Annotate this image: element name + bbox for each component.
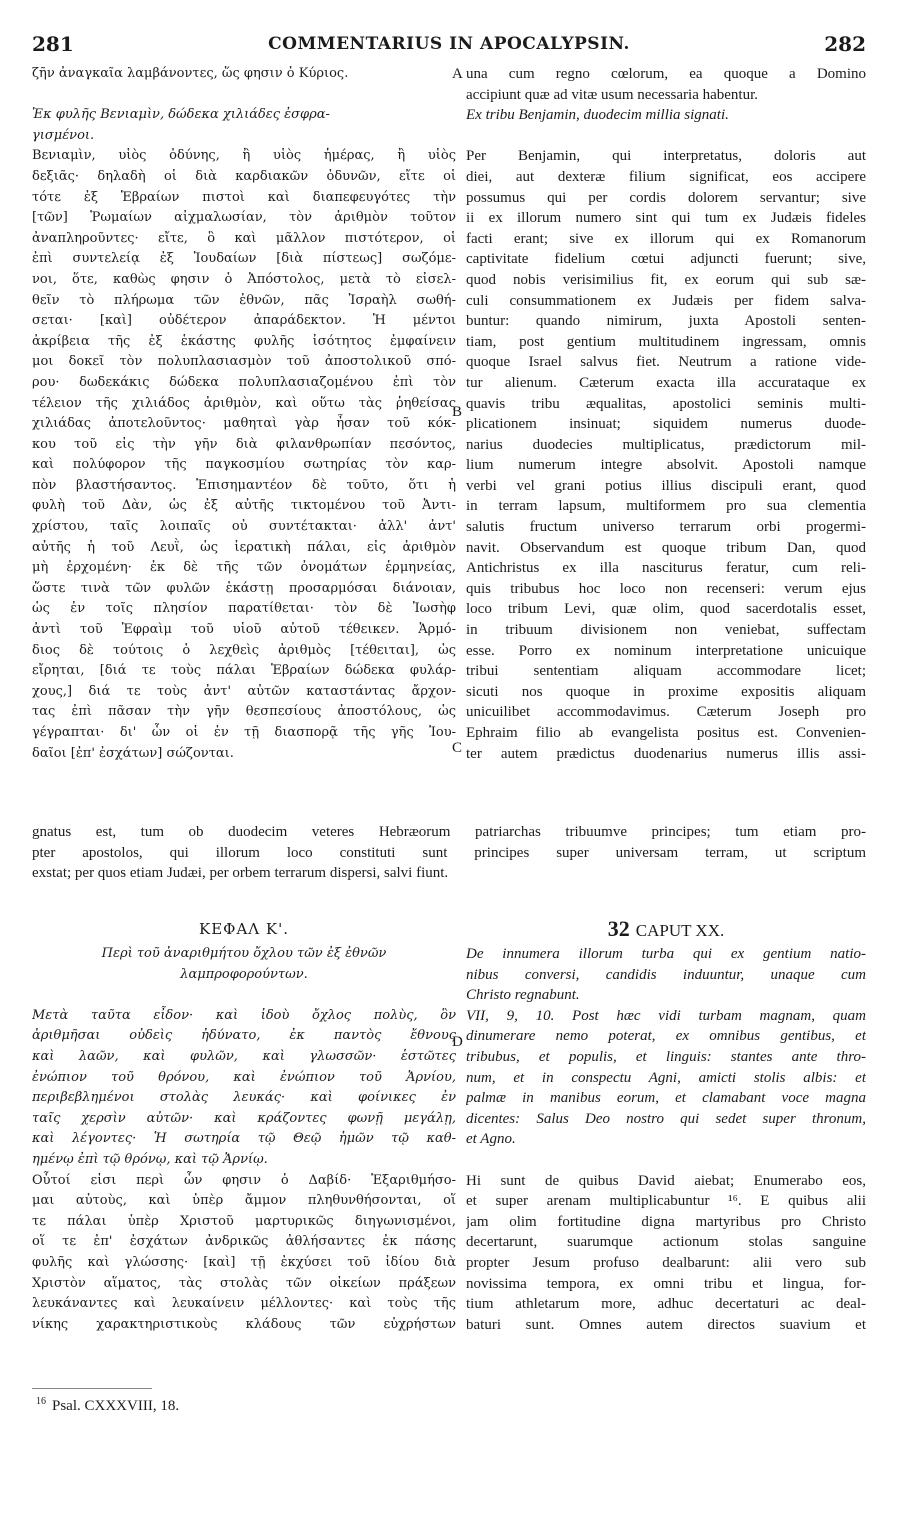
- text-line: ἀκρίβεια τῆς ἐξ ἑκάστης φυλῆς ἰσότητος ἐμφαίνειν: [32, 333, 456, 349]
- running-title: COMMENTARIUS IN APOCALYPSIN.: [268, 34, 630, 54]
- text-line: νίκης χαρακτηριστικοὺς κλάδους τῶν εὐχρήστων: [32, 1316, 456, 1332]
- text-line: esse. Porro ex nominum interpretatione unicuique: [466, 642, 866, 659]
- text-line: χρίστου, ταῖς λοιπαῖς οὐ συντέτακται· ἀλλ' ἀντ': [32, 519, 456, 535]
- text-line: κου τοῦ εἰς τὴν γῆν διὰ φιλανθρωπίαν πεσόντος,: [32, 436, 456, 452]
- footnote: [36, 1396, 179, 1415]
- latin-column-chapter: [466, 944, 866, 1384]
- text-line: tur alienum. Cæterum exacta illa accurataque ex: [466, 374, 866, 391]
- text-line: ἐπὶ συντελείᾳ ἐξ Ἰουδαίων [διὰ πίστεως] σωζόμε-: [32, 251, 456, 267]
- text-line: propter Jesum profuso dealbarunt: alii vero sub: [466, 1254, 866, 1271]
- text-line: facti erant; sive ex illorum qui ex Romanorum: [466, 230, 866, 247]
- text-line: καὶ λαῶν, καὶ φυλῶν, καὶ γλωσσῶν· ἑστῶτες: [32, 1048, 456, 1064]
- text-line: culi consummationem ex Judæis per fidem salva-: [466, 292, 866, 309]
- text-line: τότε ἐξ Ἑβραίων πιστοὶ καὶ διαπεφευγότες τὴν: [32, 189, 456, 205]
- text-line: Antichristus ex illa nasciturus feratur, cum reli-: [466, 560, 866, 577]
- margin-marker-b: B: [452, 404, 463, 420]
- text-line: tiam, post gentium multitudinem ingressam, omnis: [466, 333, 866, 350]
- text-line: salutis fructum universo terrarum orbi progermi-: [466, 519, 866, 536]
- text-line: [τῶν] Ῥωμαίων αἰχμαλωσίαν, τὸν ἀριθμὸν τοῦτον: [32, 210, 456, 226]
- text-line: Hi sunt de quibus David aiebat; Enumerabo eos,: [466, 1172, 866, 1189]
- margin-marker-a: A: [452, 66, 463, 82]
- text-line: διος δὲ τούτοις ὁ λεχθεὶς ἀριθμὸς [τέθειται], ὡς: [32, 642, 456, 658]
- text-line: possumus qui per cordis dolorem servantur; sive: [466, 189, 866, 206]
- text-line: quoque Israel salvus fiet. Neutrum a ratione vide-: [466, 354, 866, 371]
- text-line: diei, aut dexteræ filium significat, eos accipere: [466, 168, 866, 185]
- text-line: ζῆν ἀναγκαῖα λαμβάνοντες, ὥς φησιν ὁ Κύριος.: [32, 66, 349, 81]
- text-line: pter apostolos, qui illorum loco constituti sunt principes super universam terram, ut scriptum: [32, 844, 866, 861]
- text-line: sicuti nos quoque in proxime expositis aliquam: [466, 683, 866, 700]
- text-line: Οὗτοί εἰσι περὶ ὧν φησιν ὁ Δαβίδ· Ἐξαριθμήσο-: [32, 1172, 456, 1188]
- text-line: λαμπροφορούντων.: [180, 966, 308, 982]
- text-line: δαῖοι [ἐπ' ἐσχάτων] σώζονται.: [32, 745, 234, 761]
- text-line: ter autem prædictus duodenarius numerus illis assi-: [466, 745, 866, 762]
- text-line: in terram lapsum, multiformem pro sua clementia: [466, 498, 866, 515]
- text-line: σεται· [καὶ] οὐδέτερον ἀπαράδεκτον. Ἡ μέντοι: [32, 313, 456, 329]
- text-line: palmæ in manibus eorum, et clamabant voce magna: [466, 1090, 866, 1107]
- text-line: navit. Observandum est quoque tribum Dan, quod: [466, 539, 866, 556]
- text-line: num, et in conspectu Agni, amicti stolis albis: et: [466, 1069, 866, 1086]
- text-line: Per Benjamin, qui interpretatus, doloris aut: [466, 148, 866, 165]
- text-line: baturi sunt. Omnes autem directos suavium et: [466, 1316, 866, 1333]
- text-line: plicationem insinuat; siquidem numerus duode-: [466, 416, 866, 433]
- text-line: [466, 126, 866, 147]
- text-line: δεξιᾶς· δηλαδὴ οἱ διὰ καρδιακῶν ὀδυνῶν, εἴτε οἱ: [32, 168, 456, 184]
- footnote-number: 16: [36, 1396, 46, 1407]
- text-line: dinumerare nemo poterat, ex omnibus gentibus, et: [466, 1028, 866, 1045]
- text-line: nibus conversi, candidis induuntur, unaque cum: [466, 966, 866, 983]
- text-line: μὴ ἐρχομένη· ἐκ δὲ τῆς τῶν ὀνομάτων ἑρμηνείας,: [32, 560, 456, 576]
- text-line: Βενιαμὶν, υἱὸς ὀδύνης, ἢ υἱὸς ἡμέρας, ἢ υἱὸς: [32, 148, 456, 164]
- text-line: jam olim fortitudine digna martyribus pro Christo: [466, 1213, 866, 1230]
- latin-chapter-title: CAPUT XX.: [635, 921, 725, 940]
- text-line: αὐτῆς ἡ τοῦ Λευῒ, ὡς ἱερατικὴ πάλαι, εἰς ἀριθμὸν: [32, 539, 456, 555]
- text-line: γέγραπται· δι' ὧν οἱ ἐν τῇ διασπορᾷ τῆς γῆς Ἰου-: [32, 725, 456, 740]
- text-line: loco tribum Levi, quæ olim, quod sacerdotalis esset,: [466, 601, 866, 618]
- text-line: μαι αὐτοὺς, καὶ ὑπὲρ ἄμμον πληθυνθήσονται, οἵ: [32, 1193, 456, 1209]
- text-line: Μετὰ ταῦτα εἶδον· καὶ ἰδοὺ ὄχλος πολὺς, ὃν: [32, 1007, 456, 1023]
- text-line: ρου· δωδεκάκις δώδεκα πολυπλασιαζομένου ἐπὶ τὸν: [32, 374, 456, 390]
- text-line: ἐνώπιον τοῦ θρόνου, καὶ ἐνώπιον τοῦ Ἀρνίου,: [32, 1069, 456, 1085]
- text-line: gnatus est, tum ob duodecim veteres Hebræorum patriarchas tribuumve principes; tum etiam pro-: [32, 824, 866, 840]
- page-number-left: 281: [32, 32, 74, 56]
- text-line: περιβεβλημένοι στολὰς λευκάς· καὶ φοίνικες ἐν: [32, 1090, 456, 1106]
- text-line: exstat; per quos etiam Judæi, per orbem terrarum dispersi, salvi fiunt.: [32, 865, 449, 882]
- text-line: unicuilibet accommodavimus. Cæterum Joseph pro: [466, 704, 866, 721]
- margin-marker-d: D: [452, 1034, 463, 1050]
- text-line: τέλειον τῆς χιλιάδος ἀριθμὸν, καὶ οὕτω τὰς ῥηθείσας: [32, 395, 456, 411]
- latin-chapter-heading: [466, 916, 866, 942]
- footnote-text: Psal. CXXXVIII, 18.: [52, 1398, 180, 1414]
- text-line: [32, 85, 456, 106]
- text-line: Ἐκ φυλῆς Βενιαμὶν, δώδεκα χιλιάδες ἐσφρα-: [32, 107, 330, 123]
- text-line: γισμένοι.: [32, 127, 95, 143]
- text-line: πὸν βλαστήσαντος. Ἐπισημαντέον δὲ τοῦτο, ὅτι ἡ: [32, 477, 456, 493]
- text-line: ἀριθμῆσαι οὐδεὶς ἠδύνατο, ἐκ παντὸς ἔθνους: [32, 1028, 456, 1044]
- text-line: buntur: quando nimirum, juxta Apostoli senten-: [466, 313, 866, 330]
- text-line: Ephraim filio ab evangelista positus est. Convenien-: [466, 725, 866, 741]
- greek-column-chapter: [32, 944, 456, 1384]
- text-line: λευκάναντες καὶ λευκαίνειν μέλλοντες· καὶ τοὺς τῆς: [32, 1296, 456, 1312]
- text-line: ὡς ἐν τοῖς πλησίον παρατίθεται· τὸν δὲ Ἰωσὴφ: [32, 601, 456, 617]
- text-line: tribubus, et populis, et linguis: stantes ante thro-: [466, 1048, 866, 1065]
- text-line: μοι δοκεῖ τὸν πολυπλασιασμὸν τοῦ ἀποστολικοῦ σπό-: [32, 354, 456, 370]
- text-line: καὶ λέγοντες· Ἡ σωτηρία τῷ Θεῷ ἡμῶν τῷ καθ-: [32, 1131, 456, 1147]
- text-line: verbi vel grani potius illius discipuli erant, quod: [466, 477, 866, 494]
- latin-chapter-number: 32: [607, 916, 630, 941]
- text-line: χους,] διά τε τοὺς ἀντ' αὐτῶν καταστάντας ἄρχον-: [32, 683, 456, 699]
- text-line: ὥστε τινὰ τῶν φυλῶν ἑκάστῃ προσαρμόσαι διάνοιαν,: [32, 580, 456, 596]
- text-line: dicentes: Salus Deo nostro qui sedet super thronum,: [466, 1110, 866, 1127]
- text-line: ταῖς χερσὶν αὐτῶν· καὶ κράζοντες φωνῇ μεγάλῃ,: [32, 1110, 456, 1126]
- text-line: lium numerum integre absolvit. Apostoli namque: [466, 457, 866, 474]
- latin-column-top: [466, 64, 866, 794]
- text-line: in tribuum divisionem non veniebat, suffectam: [466, 622, 866, 639]
- text-line: τας ἐπὶ πᾶσαν τὴν γῆν θεσπεσίους ἀποστόλους, ὡς: [32, 704, 456, 720]
- running-header: [32, 32, 866, 62]
- text-line: tium athletarum more, adhuc decertaturi ac deal-: [466, 1296, 866, 1313]
- text-line: et super arenam multiplicabuntur ¹⁶. E quibus alii: [466, 1193, 866, 1210]
- text-line: novissima tempora, ex omni tribu et lingua, for-: [466, 1275, 866, 1292]
- text-line: τε πάλαι ὑπὲρ Χριστοῦ μαρτυρικῶς διηγωνισμένοι,: [32, 1213, 456, 1229]
- text-line: νοι, ὅτε, καθὼς φησιν ὁ Ἀπόστολος, μετὰ τὸ εἰσελ-: [32, 271, 456, 287]
- text-line: ἀντὶ τοῦ Ἐφραὶμ τοῦ υἱοῦ αὐτοῦ τέθεικεν. Ἁρμό-: [32, 622, 456, 638]
- text-line: φυλῆς καὶ γλώσσης· [καὶ] τῇ ἐκχύσει τοῦ ἰδίου διὰ: [32, 1254, 456, 1270]
- text-line: una cum regno cœlorum, ea quoque a Domino: [466, 66, 866, 82]
- text-line: θεῖν τὸ πλήρωμα τῶν ἐθνῶν, πᾶς Ἰσραὴλ σωθή-: [32, 292, 456, 308]
- full-width-text: [32, 822, 866, 884]
- greek-column-top: [32, 64, 456, 794]
- text-line: accipiunt quæ ad vitæ usum necessaria habentur.: [466, 86, 759, 103]
- text-line: χιλιάδας ἀποτελοῦντος· μαθηταὶ γὰρ ἦσαν τοῦ κόκ-: [32, 416, 456, 432]
- text-line: Ex tribu Benjamin, duodecim millia signati.: [466, 107, 729, 124]
- page-number-right: 282: [824, 32, 866, 56]
- text-line: Χριστὸν αἵματος, τὰς στολὰς τῶν οἰκείων πράξεων: [32, 1275, 456, 1291]
- text-line: εἴρηται, [διά τε τοὺς πάλαι Ἑβραίων δώδεκα φυλάρ-: [32, 663, 456, 679]
- text-line: De innumera illorum turba qui ex gentium natio-: [466, 946, 866, 962]
- text-line: ii ex illorum numero sint qui tum ex Judæis fideles: [466, 210, 866, 227]
- footnote-rule: [32, 1388, 152, 1389]
- text-line: Περὶ τοῦ ἀναριθμήτου ὄχλου τῶν ἐξ ἐθνῶν: [101, 946, 387, 961]
- text-line: ημένῳ ἐπὶ τῷ θρόνῳ, καὶ τῷ Ἀρνίῳ.: [32, 1151, 268, 1167]
- text-line: et Agno.: [466, 1131, 516, 1148]
- text-line: ἀναπληροῦντες· εἴτε, ὃ καὶ μᾶλλον πιστότερον, οἱ: [32, 230, 456, 246]
- greek-chapter-heading: ΚΕΦΑΛ Κ'.: [199, 920, 289, 938]
- text-line: quod nobis verisimilius fit, ex eorum qui sub sæ-: [466, 271, 866, 288]
- text-line: οἵ τε ἐπ' ἐσχάτων ἀνδρικῶς ἀθλήσαντες ἐκ πάσης: [32, 1234, 456, 1250]
- text-line: decertarunt, suarumque actionum stolas sanguine: [466, 1234, 866, 1251]
- text-line: Christo regnabunt.: [466, 987, 580, 1004]
- text-line: captivitate fidelium cœtui adjuncti fuerunt; sive,: [466, 251, 866, 268]
- text-line: quavis tribu æqualitas, apostolici seminis multi-: [466, 395, 866, 412]
- text-line: [32, 985, 456, 1006]
- text-line: φυλὴ τοῦ Δὰν, ὡς ἐξ αὐτῆς τικτομένου τοῦ Ἀντι-: [32, 498, 456, 514]
- text-line: narius duodecies multiplicatus, prædictorum mil-: [466, 436, 866, 453]
- text-line: καὶ πολύφορον τῆς παγκοσμίου σωτηρίας τὸν καρ-: [32, 457, 456, 473]
- text-line: tribui sententiam aliquam accommodare licet;: [466, 663, 866, 680]
- text-line: [466, 1150, 866, 1171]
- text-line: quis tribubus hoc loco non recenseri: verum ejus: [466, 580, 866, 597]
- text-line: VII, 9, 10. Post hæc vidi turbam magnam, quam: [466, 1007, 866, 1024]
- margin-marker-c: C: [452, 740, 463, 756]
